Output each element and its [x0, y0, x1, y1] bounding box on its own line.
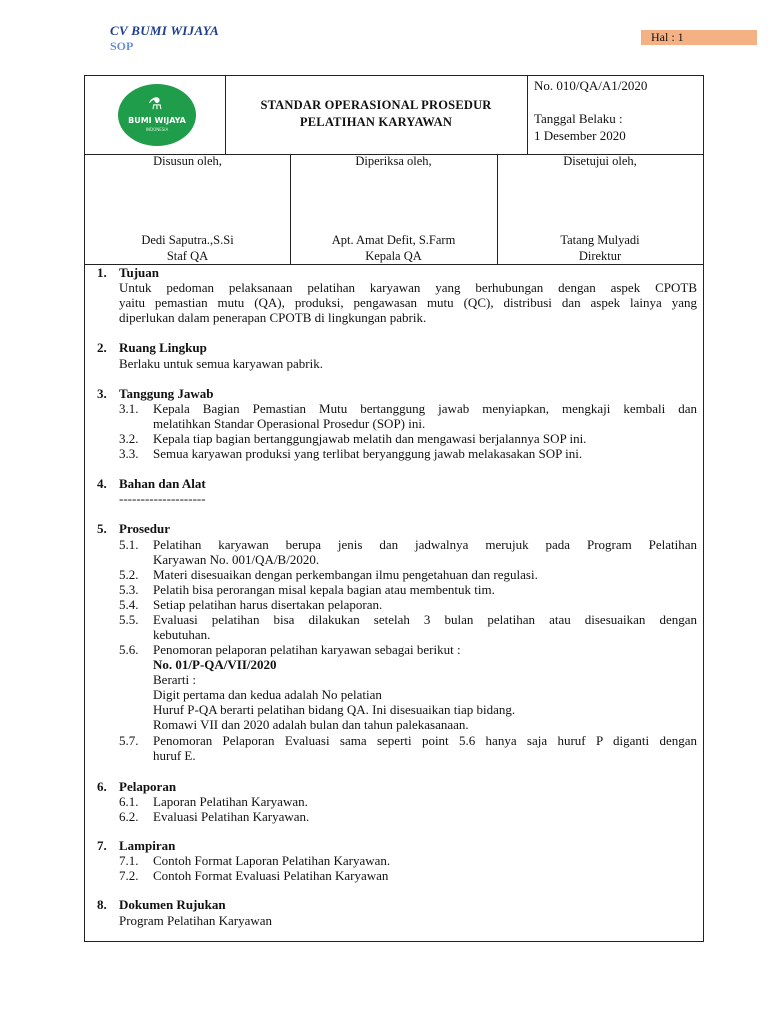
signature-approved-by — [497, 154, 703, 264]
signature-name: Dedi Saputra.,S.Si — [141, 233, 234, 247]
body-line: yaitu pemastian mutu (QA), produksi, pengawasan mutu (QC), distribusi dan aspek lainya yang — [119, 295, 697, 310]
list-item-line: Evaluasi pelatihan bisa dilakukan setelah 3 bulan pelatihan atau disesuaikan dengan — [153, 612, 697, 627]
section-title-dokumen-rujukan: Dokumen Rujukan — [119, 897, 226, 912]
logo-cell — [85, 76, 226, 154]
section-number: 5. — [97, 521, 107, 536]
body-line: diperlukan dalam penerapan CPOTB di lingkungan pabrik. — [119, 310, 427, 325]
section-number: 3. — [97, 386, 107, 401]
list-item-line: melatihkan Standar Operasional Prosedur (SOP) ini. — [153, 416, 426, 431]
signature-checked-by — [290, 154, 498, 264]
list-item-line: Karyawan No. 001/QA/B/2020. — [153, 552, 320, 567]
logo-subtext: INDONESIA — [145, 127, 169, 132]
signature-position: Staf QA — [166, 249, 209, 263]
list-item-line: Laporan Pelatihan Karyawan. — [153, 794, 308, 809]
title-line-2: PELATIHAN KARYAWAN — [299, 115, 453, 129]
body-line: Berlaku untuk semua karyawan pabrik. — [119, 356, 323, 371]
item-number: 5.5. — [119, 612, 139, 627]
body-line: Untuk pedoman pelaksanaan pelatihan karyawan yang berhubungan dengan aspek CPOTB — [119, 280, 697, 295]
item-number: 3.1. — [119, 401, 139, 416]
item-number: 3.3. — [119, 446, 139, 461]
section-number: 7. — [97, 838, 107, 853]
item-number: 5.4. — [119, 597, 139, 612]
section-number: 2. — [97, 340, 107, 355]
signature-name: Tatang Mulyadi — [560, 233, 640, 247]
company-logo — [118, 84, 196, 146]
signature-role: Disetujui oleh, — [563, 154, 637, 168]
effective-date-label: Tanggal Belaku : — [534, 111, 623, 126]
signature-position: Kepala QA — [365, 249, 422, 263]
company-name: CV BUMI WIJAYA — [110, 23, 219, 38]
logo-text: BUMI WIJAYA — [128, 116, 186, 125]
list-item-line: Kepala Bagian Pemastian Mutu bertanggung jawab menyiapkan, mengkaji kembali dan — [153, 401, 697, 416]
list-item-line: Materi disesuaikan dengan perkembangan ilmu pengetahuan dan regulasi. — [153, 567, 538, 582]
list-item-line: kebutuhan. — [153, 627, 211, 642]
item-number: 5.1. — [119, 537, 139, 552]
item-number: 7.2. — [119, 868, 139, 883]
body-line: Program Pelatihan Karyawan — [119, 913, 273, 928]
list-item-line: Kepala tiap bagian bertanggungjawab melatih dan mengawasi berjalannya SOP ini. — [153, 431, 587, 446]
section-title-lampiran: Lampiran — [119, 838, 176, 853]
section-number: 1. — [97, 265, 107, 280]
section-title-ruang-lingkup: Ruang Lingkup — [119, 340, 207, 355]
item-number: 5.6. — [119, 642, 139, 657]
list-item-line: Romawi VII dan 2020 adalah bulan dan tahun palekasanaan. — [153, 717, 469, 732]
list-item-line: Penomoran Pelaporan Evaluasi sama seperti point 5.6 hanya saja huruf P diganti dengan — [153, 733, 697, 748]
item-number: 6.2. — [119, 809, 139, 824]
sop-document-frame — [84, 75, 704, 942]
mortar-pestle-icon: ⚗ — [148, 94, 163, 113]
effective-date: 1 Desember 2020 — [534, 128, 626, 143]
section-number: 8. — [97, 897, 107, 912]
list-item-line: Pelatihan karyawan berupa jenis dan jadwalnya merujuk pada Program Pelatihan — [153, 537, 697, 552]
list-item-line: Pelatih bisa perorangan misal kepala bagian atau membentuk tim. — [153, 582, 495, 597]
signature-position: Direktur — [578, 249, 622, 263]
item-number: 5.3. — [119, 582, 139, 597]
list-item-line: Evaluasi Pelatihan Karyawan. — [153, 809, 310, 824]
item-number: 6.1. — [119, 794, 139, 809]
list-item-line: Berarti : — [153, 672, 196, 687]
item-number: 7.1. — [119, 853, 139, 868]
report-number-example: No. 01/P-QA/VII/2020 — [153, 657, 277, 672]
item-number: 3.2. — [119, 431, 139, 446]
section-title-prosedur: Prosedur — [119, 521, 171, 536]
list-item-line: Penomoran pelaporan pelatihan karyawan sebagai berikut : — [153, 642, 461, 657]
document-number: No. 010/QA/A1/2020 — [534, 78, 648, 93]
list-item-line: Setiap pelatihan harus disertakan pelaporan. — [153, 597, 383, 612]
document-meta-cell — [527, 76, 703, 154]
document-header-table — [85, 76, 703, 155]
signature-role: Diperiksa oleh, — [355, 154, 432, 168]
page-number-badge: Hal : 1 — [641, 30, 757, 45]
section-title-pelaporan: Pelaporan — [119, 779, 177, 794]
document-type: SOP — [110, 39, 134, 53]
item-number: 5.7. — [119, 733, 139, 748]
section-title-tanggung-jawab: Tanggung Jawab — [119, 386, 214, 401]
section-title-tujuan: Tujuan — [119, 265, 159, 280]
section-number: 6. — [97, 779, 107, 794]
item-number: 5.2. — [119, 567, 139, 582]
body-line: -------------------- — [119, 491, 206, 506]
section-title-bahan-alat: Bahan dan Alat — [119, 476, 206, 491]
signature-name: Apt. Amat Defit, S.Farm — [331, 233, 456, 247]
signature-role: Disusun oleh, — [153, 154, 222, 168]
signature-prepared-by — [85, 154, 291, 264]
document-title-cell — [225, 76, 528, 154]
list-item-line: Contoh Format Laporan Pelatihan Karyawan. — [153, 853, 391, 868]
list-item-line: Contoh Format Evaluasi Pelatihan Karyawan — [153, 868, 389, 883]
approval-signatures — [85, 154, 703, 265]
title-line-1: STANDAR OPERASIONAL PROSEDUR — [260, 98, 492, 112]
list-item-line: Huruf P-QA berarti pelatihan bidang QA. Ini disesuaikan tiap bidang. — [153, 702, 516, 717]
list-item-line: huruf E. — [153, 748, 196, 763]
list-item-line: Digit pertama dan kedua adalah No pelatian — [153, 687, 382, 702]
list-item-line: Semua karyawan produksi yang terlibat beryanggung jawab melakasakan SOP ini. — [153, 446, 583, 461]
section-number: 4. — [97, 476, 107, 491]
